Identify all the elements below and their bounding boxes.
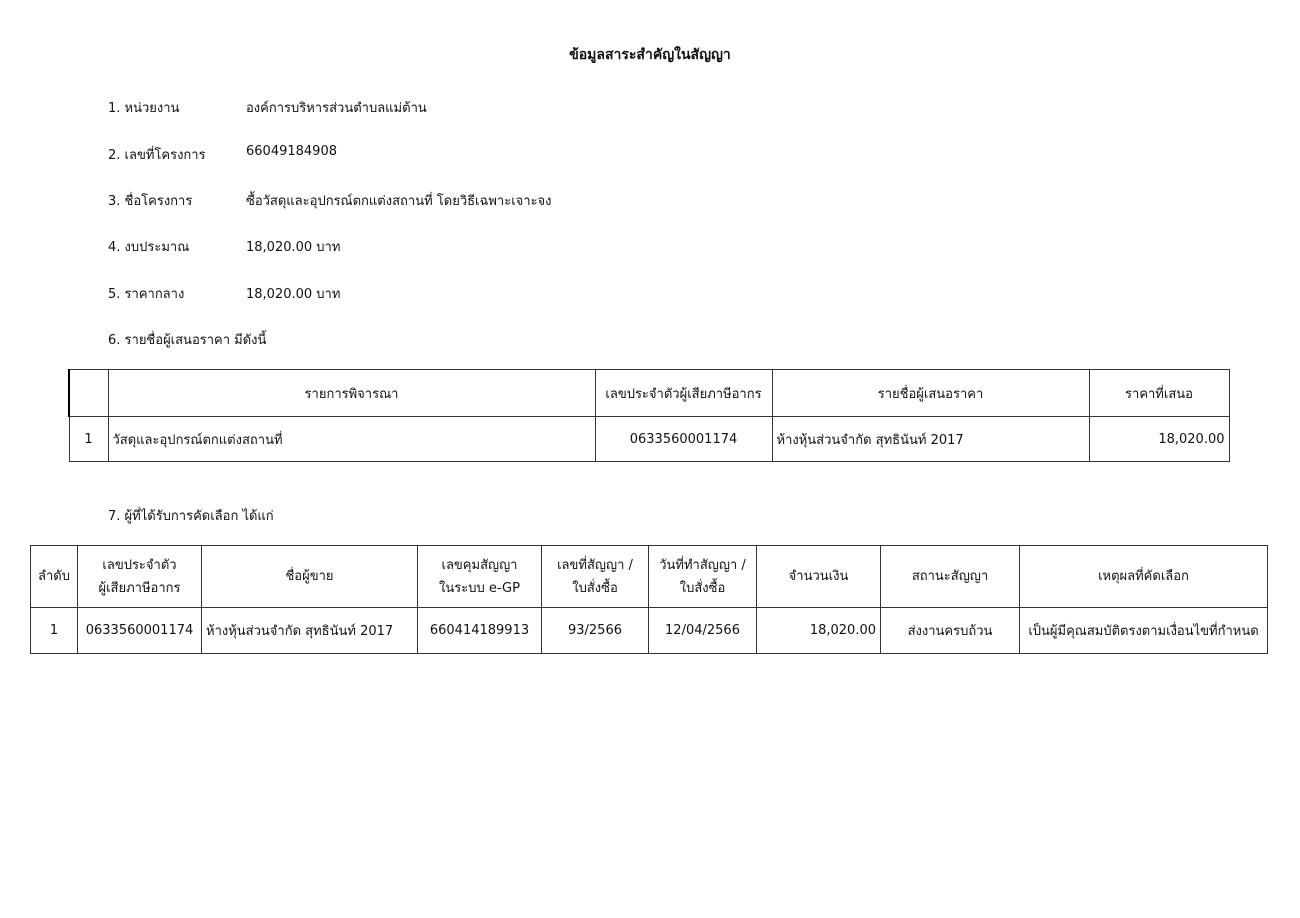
info-label: 3. ชื่อโครงการ: [108, 194, 193, 209]
section-heading-text: 6. รายชื่อผู้เสนอราคา มีดังนี้: [108, 333, 267, 348]
table-row: [31, 608, 1268, 654]
table-header-row: [69, 370, 1229, 417]
info-label: 4. งบประมาณ: [108, 240, 190, 255]
header-cell: เลขประจำตัวผู้เสียภาษีอากร: [595, 370, 772, 417]
table-cell: ห้างหุ้นส่วนจำกัด สุทธินันท์ 2017: [202, 608, 418, 654]
header-cell: ลำดับ: [31, 546, 78, 608]
info-value: 66049184908: [246, 144, 337, 159]
table-cell: 18,020.00: [757, 608, 881, 654]
header-cell: สถานะสัญญา: [881, 546, 1020, 608]
table-cell: 18,020.00: [1089, 417, 1229, 462]
header-cell: เลขประจำตัว ผู้เสียภาษีอากร: [78, 546, 202, 608]
table-cell: 1: [69, 417, 108, 462]
info-value: 18,020.00 บาท: [246, 287, 341, 302]
header-cell: รายการพิจารณา: [108, 370, 595, 417]
header-cell: ราคาที่เสนอ: [1089, 370, 1229, 417]
table-cell: 93/2566: [542, 608, 649, 654]
table-cell: 660414189913: [418, 608, 542, 654]
section-heading-text: 7. ผู้ที่ได้รับการคัดเลือก ได้แก่: [108, 509, 274, 524]
header-cell: ชื่อผู้ขาย: [202, 546, 418, 608]
table-cell: 12/04/2566: [649, 608, 757, 654]
header-cell: วันที่ทำสัญญา / ใบสั่งซื้อ: [649, 546, 757, 608]
info-value: 18,020.00 บาท: [246, 240, 341, 255]
header-cell: จำนวนเงิน: [757, 546, 881, 608]
table-cell: เป็นผู้มีคุณสมบัติตรงตามเงื่อนไขที่กำหนด: [1020, 608, 1268, 654]
table-cell: 0633560001174: [78, 608, 202, 654]
info-label: 5. ราคากลาง: [108, 287, 185, 302]
document-title: ข้อมูลสาระสำคัญในสัญญา: [569, 47, 731, 63]
info-label: 1. หน่วยงาน: [108, 101, 180, 116]
bidders-table: [68, 369, 1230, 462]
table-cell: 1: [31, 608, 78, 654]
header-cell: เลขคุมสัญญา ในระบบ e-GP: [418, 546, 542, 608]
info-value: องค์การบริหารส่วนตำบลแม่ต้าน: [246, 101, 427, 116]
header-cell: เลขที่สัญญา / ใบสั่งซื้อ: [542, 546, 649, 608]
table-cell: วัสดุและอุปกรณ์ตกแต่งสถานที่: [108, 417, 595, 462]
header-cell: รายชื่อผู้เสนอราคา: [772, 370, 1089, 417]
table-row: [69, 417, 1229, 462]
header-cell: [69, 370, 108, 417]
info-label: 2. เลขที่โครงการ: [108, 148, 206, 163]
table-header-row: [31, 546, 1268, 608]
table-cell: 0633560001174: [595, 417, 772, 462]
header-cell: เหตุผลที่คัดเลือก: [1020, 546, 1268, 608]
table-cell: ส่งงานครบถ้วน: [881, 608, 1020, 654]
info-value: ซื้อวัสดุและอุปกรณ์ตกแต่งสถานที่ โดยวิธีเฉพาะเจาะจง: [246, 194, 552, 209]
table-cell: ห้างหุ้นส่วนจำกัด สุทธินันท์ 2017: [772, 417, 1089, 462]
selected-vendor-table: [30, 545, 1268, 654]
